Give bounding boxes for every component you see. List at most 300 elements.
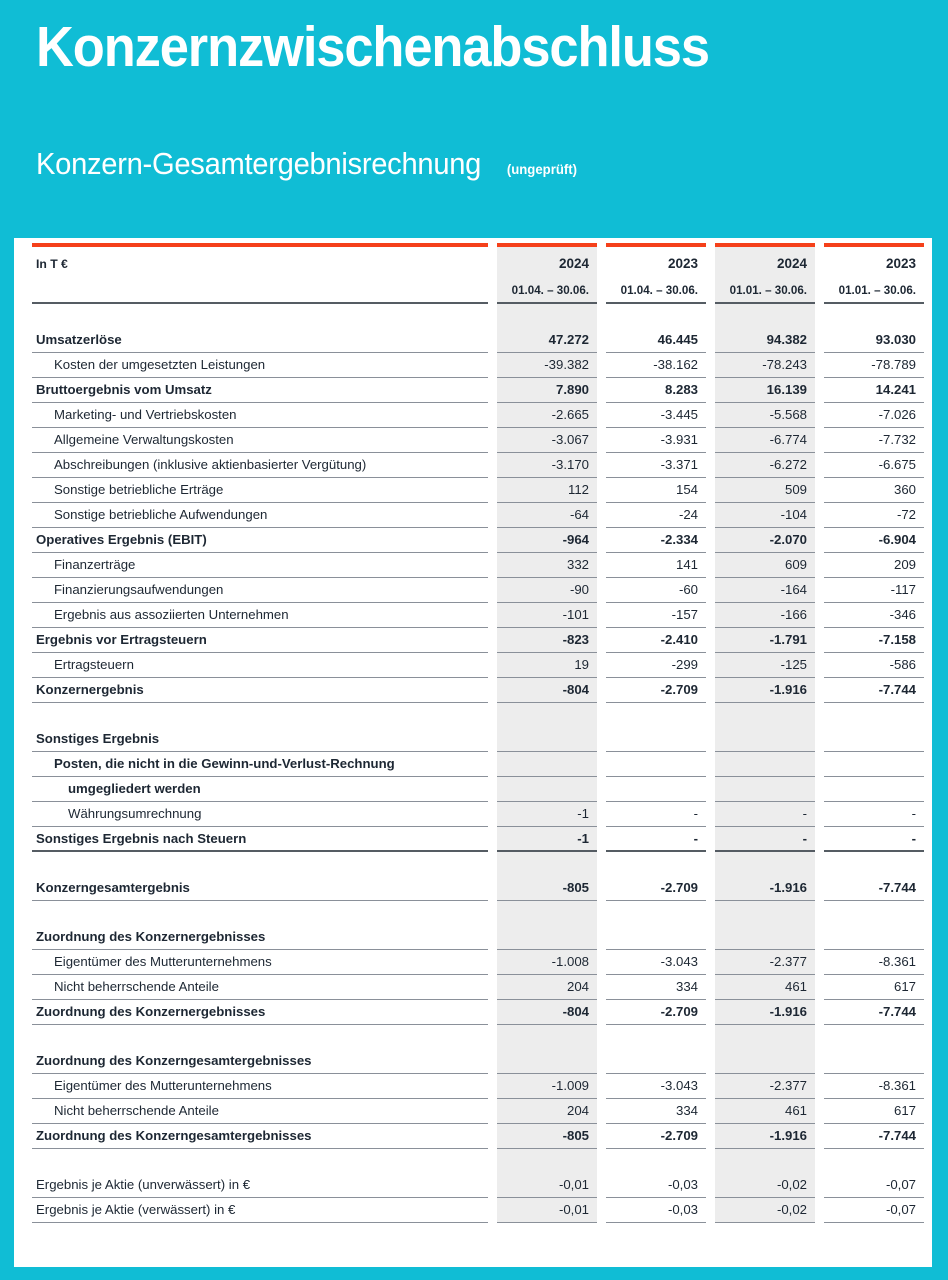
row-value-col-4: -6.675	[878, 458, 916, 473]
row-value-col-2: 334	[675, 1104, 698, 1119]
row-value-col-1: 204	[566, 1104, 589, 1119]
row-value-col-2: 8.283	[664, 383, 698, 398]
column-gap	[597, 1148, 606, 1172]
column-gap	[706, 352, 715, 377]
column-gap	[597, 801, 606, 826]
row-value-cell	[606, 527, 706, 552]
column-gap	[597, 303, 606, 327]
column-gap	[706, 238, 715, 247]
column-gap	[706, 477, 715, 502]
column-gap	[815, 402, 824, 427]
row-label: Nicht beherrschende Anteile	[54, 980, 219, 995]
row-value-cell	[606, 1073, 706, 1098]
row-value-col-2: -2.709	[660, 881, 698, 896]
row-label: Ertragsteuern	[54, 658, 134, 673]
row-value-col-4: -7.158	[878, 633, 916, 648]
row-label: Sonstige betriebliche Aufwendungen	[54, 508, 268, 523]
document-title: Konzernzwischenabschluss	[36, 15, 709, 79]
row-value-col-2: -2.709	[660, 1129, 698, 1144]
row-value-col-1	[497, 796, 597, 801]
row-value-col-3	[715, 771, 815, 776]
column-gap	[706, 751, 715, 776]
table-row	[32, 552, 924, 577]
column-gap	[597, 726, 606, 751]
row-value-col-2: -2.709	[660, 683, 698, 698]
row-value-cell	[606, 602, 706, 627]
column-gap	[597, 352, 606, 377]
table-row	[32, 974, 924, 999]
column-gap	[597, 327, 606, 352]
row-value-col-4: -7.744	[878, 683, 916, 698]
row-value-col-3: -1.916	[769, 881, 807, 896]
spacer-value-cell	[715, 1148, 815, 1172]
column-gap	[597, 247, 606, 275]
section-gap-row	[32, 851, 924, 875]
column-gap	[706, 452, 715, 477]
table-row	[32, 677, 924, 702]
row-value-col-1	[497, 944, 597, 949]
row-value-cell	[606, 1048, 706, 1073]
spacer-value-cell	[824, 702, 924, 726]
spacer-value-cell	[497, 1148, 597, 1172]
column-gap	[488, 577, 497, 602]
row-value-col-1	[497, 771, 597, 776]
column-year-4: 2023	[885, 256, 916, 271]
accent-cell	[715, 238, 815, 247]
column-gap	[706, 303, 715, 327]
column-gap	[488, 999, 497, 1024]
row-value-col-4: -0,07	[885, 1178, 916, 1193]
column-gap	[488, 776, 497, 801]
row-value-cell	[606, 502, 706, 527]
table-row	[32, 949, 924, 974]
column-gap	[706, 999, 715, 1024]
row-value-cell	[824, 974, 924, 999]
row-value-col-3: 461	[784, 1104, 807, 1119]
row-value-cell	[606, 974, 706, 999]
row-value-cell	[824, 527, 924, 552]
spacer-value-cell	[715, 303, 815, 327]
column-gap	[706, 1048, 715, 1073]
row-value-col-3	[715, 746, 815, 751]
row-value-col-1: -1	[577, 807, 589, 822]
column-year-3: 2024	[776, 256, 807, 271]
column-gap	[706, 1148, 715, 1172]
column-gap	[815, 477, 824, 502]
column-gap	[488, 452, 497, 477]
row-value-cell	[715, 552, 815, 577]
spacer-value-cell	[606, 702, 706, 726]
table-header-row-year	[32, 247, 924, 275]
column-gap	[488, 851, 497, 875]
row-label-cell	[32, 527, 488, 552]
statement-panel	[14, 238, 932, 1267]
row-value-cell	[497, 652, 597, 677]
row-value-cell	[606, 875, 706, 900]
row-value-cell	[606, 1123, 706, 1148]
row-value-col-4	[824, 796, 924, 801]
row-value-cell	[606, 1172, 706, 1197]
row-value-col-3: -166	[780, 608, 807, 623]
column-gap	[815, 602, 824, 627]
column-gap	[597, 851, 606, 875]
column-gap	[597, 427, 606, 452]
column-gap	[488, 402, 497, 427]
row-value-col-4	[824, 771, 924, 776]
column-year-2: 2023	[667, 256, 698, 271]
row-label: umgegliedert werden	[68, 782, 201, 797]
column-gap	[488, 527, 497, 552]
row-value-cell	[497, 1123, 597, 1148]
row-value-col-3: -0,02	[776, 1178, 807, 1193]
column-gap	[488, 726, 497, 751]
row-value-col-1: -804	[562, 683, 589, 698]
row-value-col-4: -72	[896, 508, 916, 523]
row-value-col-1	[497, 1068, 597, 1073]
column-gap	[815, 776, 824, 801]
section-gap-row	[32, 1148, 924, 1172]
row-value-cell	[606, 1197, 706, 1222]
column-gap	[815, 238, 824, 247]
row-value-col-3: -104	[780, 508, 807, 523]
row-value-cell	[606, 924, 706, 949]
column-gap	[815, 327, 824, 352]
column-gap	[706, 1123, 715, 1148]
column-gap	[488, 1197, 497, 1222]
column-gap	[706, 427, 715, 452]
row-value-cell	[715, 1048, 815, 1073]
row-value-col-3: -164	[780, 583, 807, 598]
row-label-cell	[32, 924, 488, 949]
row-value-cell	[824, 402, 924, 427]
accent-cell	[497, 238, 597, 247]
column-gap	[488, 900, 497, 924]
row-label-cell	[32, 677, 488, 702]
column-gap	[597, 502, 606, 527]
row-label-cell	[32, 502, 488, 527]
row-label-cell	[32, 974, 488, 999]
row-value-col-3: -1.916	[769, 683, 807, 698]
table-row	[32, 1123, 924, 1148]
column-gap	[706, 949, 715, 974]
column-gap	[815, 751, 824, 776]
statement-name: Konzern-Gesamtergebnisrechnung	[36, 145, 482, 181]
row-value-cell	[497, 477, 597, 502]
row-label: Ergebnis je Aktie (unverwässert) in €	[36, 1178, 251, 1193]
row-value-col-4: -7.744	[878, 1005, 916, 1020]
row-value-col-3: -6.774	[769, 433, 807, 448]
column-gap	[706, 851, 715, 875]
row-label-cell	[32, 1098, 488, 1123]
row-value-cell	[715, 627, 815, 652]
column-gap	[597, 1098, 606, 1123]
accent-bar-row	[32, 238, 924, 247]
row-label: Eigentümer des Mutterunternehmens	[54, 955, 272, 970]
row-value-col-3: -1.791	[769, 633, 807, 648]
row-value-cell	[715, 502, 815, 527]
column-gap	[597, 1073, 606, 1098]
row-value-cell	[715, 801, 815, 826]
table-row	[32, 377, 924, 402]
row-value-cell	[824, 427, 924, 452]
row-value-col-2: -60	[678, 583, 698, 598]
spacer-value-cell	[715, 702, 815, 726]
column-gap	[597, 924, 606, 949]
row-label-cell	[32, 477, 488, 502]
row-value-col-4: 93.030	[875, 333, 916, 348]
table-row	[32, 627, 924, 652]
row-value-col-3: -78.243	[762, 358, 807, 373]
row-value-cell	[715, 776, 815, 801]
row-label: Nicht beherrschende Anteile	[54, 1104, 219, 1119]
row-value-col-4: -8.361	[878, 1079, 916, 1094]
spacer-label-cell	[32, 851, 488, 875]
row-value-col-2: -299	[671, 658, 698, 673]
row-value-col-4: -7.026	[878, 408, 916, 423]
column-gap	[706, 826, 715, 851]
row-value-cell	[497, 949, 597, 974]
row-value-col-4: 360	[893, 483, 916, 498]
column-gap	[815, 502, 824, 527]
row-label: Bruttoergebnis vom Umsatz	[36, 383, 212, 398]
row-value-cell	[497, 1098, 597, 1123]
column-gap	[815, 377, 824, 402]
row-value-col-2	[606, 796, 706, 801]
row-value-cell	[606, 477, 706, 502]
row-label-cell	[32, 1073, 488, 1098]
row-value-col-4: -78.789	[871, 358, 916, 373]
row-value-cell	[497, 924, 597, 949]
column-gap	[488, 702, 497, 726]
row-value-cell	[606, 427, 706, 452]
row-value-col-4	[824, 746, 924, 751]
column-gap	[597, 974, 606, 999]
row-value-col-4: -346	[889, 608, 916, 623]
row-value-col-2: 334	[675, 980, 698, 995]
row-label: Ergebnis je Aktie (verwässert) in €	[36, 1203, 236, 1218]
column-gap	[488, 924, 497, 949]
row-label: Sonstiges Ergebnis nach Steuern	[36, 831, 247, 846]
row-value-cell	[715, 452, 815, 477]
row-value-cell	[715, 427, 815, 452]
spacer-value-cell	[497, 702, 597, 726]
accent-cell	[606, 238, 706, 247]
row-value-cell	[824, 452, 924, 477]
column-gap	[815, 900, 824, 924]
column-gap	[488, 1048, 497, 1073]
spacer-value-cell	[606, 303, 706, 327]
column-header-period-cell	[824, 275, 924, 303]
row-value-col-4: 14.241	[875, 383, 916, 398]
row-label: Währungsumrechnung	[68, 807, 202, 822]
row-value-cell	[715, 1123, 815, 1148]
row-value-cell	[606, 452, 706, 477]
row-value-cell	[606, 327, 706, 352]
row-value-cell	[497, 527, 597, 552]
row-value-col-1: 112	[567, 483, 589, 498]
row-value-cell	[715, 327, 815, 352]
row-value-col-4: -	[911, 807, 916, 822]
accent-cell-label	[32, 238, 488, 247]
column-gap	[597, 1048, 606, 1073]
row-value-cell	[715, 875, 815, 900]
column-gap	[706, 801, 715, 826]
column-gap	[706, 1197, 715, 1222]
accent-cell	[824, 238, 924, 247]
column-gap	[488, 477, 497, 502]
spacer-value-cell	[824, 900, 924, 924]
row-value-cell	[606, 751, 706, 776]
row-label-cell	[32, 577, 488, 602]
column-period-4: 01.01. – 30.06.	[838, 285, 916, 298]
row-value-cell	[497, 577, 597, 602]
row-value-cell	[824, 776, 924, 801]
row-value-col-2	[606, 1068, 706, 1073]
row-label: Ergebnis aus assoziierten Unternehmen	[54, 608, 289, 623]
column-gap	[815, 527, 824, 552]
row-label-cell	[32, 327, 488, 352]
row-value-col-3: -6.272	[769, 458, 807, 473]
row-value-cell	[606, 776, 706, 801]
column-gap	[706, 974, 715, 999]
row-value-cell	[824, 924, 924, 949]
row-label: Sonstiges Ergebnis	[36, 732, 160, 747]
row-value-cell	[715, 826, 815, 851]
row-label: Operatives Ergebnis (EBIT)	[36, 533, 207, 548]
row-value-col-2: -3.931	[660, 433, 698, 448]
row-value-cell	[824, 726, 924, 751]
row-value-cell	[715, 527, 815, 552]
column-gap	[815, 726, 824, 751]
column-header-period-cell	[715, 275, 815, 303]
row-value-cell	[606, 826, 706, 851]
row-value-col-4: -	[911, 831, 916, 846]
column-gap	[815, 652, 824, 677]
row-value-cell	[606, 402, 706, 427]
column-gap	[488, 1073, 497, 1098]
row-value-cell	[715, 577, 815, 602]
row-label-cell	[32, 402, 488, 427]
table-row	[32, 502, 924, 527]
row-value-col-4: -0,07	[885, 1203, 916, 1218]
row-value-col-3	[715, 1068, 815, 1073]
row-label: Sonstige betriebliche Erträge	[54, 483, 224, 498]
row-value-cell	[606, 352, 706, 377]
row-value-cell	[824, 949, 924, 974]
row-value-col-2	[606, 944, 706, 949]
row-value-cell	[715, 377, 815, 402]
row-value-col-1: -805	[562, 881, 589, 896]
column-gap	[706, 776, 715, 801]
row-value-cell	[497, 1172, 597, 1197]
row-value-cell	[824, 1172, 924, 1197]
row-label-cell	[32, 652, 488, 677]
row-label-cell	[32, 726, 488, 751]
column-gap	[597, 552, 606, 577]
table-row	[32, 602, 924, 627]
column-gap	[488, 974, 497, 999]
row-value-cell	[824, 652, 924, 677]
row-value-cell	[824, 502, 924, 527]
column-gap	[488, 427, 497, 452]
row-value-col-4: -7.744	[878, 1129, 916, 1144]
income-statement-table	[32, 238, 924, 1223]
column-gap	[706, 677, 715, 702]
row-value-cell	[497, 327, 597, 352]
column-gap	[815, 1024, 824, 1048]
column-gap	[597, 900, 606, 924]
column-period-2: 01.04. – 30.06.	[620, 285, 698, 298]
row-value-cell	[824, 577, 924, 602]
row-value-cell	[715, 1073, 815, 1098]
row-label: Finanzierungsaufwendungen	[54, 583, 224, 598]
column-gap	[488, 949, 497, 974]
column-gap	[706, 1024, 715, 1048]
row-label-cell	[32, 377, 488, 402]
table-row	[32, 452, 924, 477]
column-gap	[815, 1172, 824, 1197]
column-header-period-cell	[606, 275, 706, 303]
column-gap	[706, 652, 715, 677]
spacer-value-cell	[715, 900, 815, 924]
row-value-col-1: -90	[569, 583, 589, 598]
row-label: Marketing- und Vertriebskosten	[54, 408, 237, 423]
unit-label-cell	[32, 247, 488, 275]
table-row	[32, 999, 924, 1024]
column-gap	[706, 726, 715, 751]
column-gap	[597, 577, 606, 602]
row-value-col-4: -8.361	[878, 955, 916, 970]
row-value-cell	[497, 1048, 597, 1073]
row-value-cell	[824, 602, 924, 627]
table-row	[32, 726, 924, 751]
row-label: Zuordnung des Konzernergebnisses	[36, 930, 266, 945]
row-value-cell	[497, 726, 597, 751]
row-value-col-2	[606, 771, 706, 776]
row-value-cell	[497, 776, 597, 801]
row-value-col-1: 7.890	[555, 383, 589, 398]
row-value-cell	[824, 677, 924, 702]
row-label: Eigentümer des Mutterunternehmens	[54, 1079, 272, 1094]
column-gap	[815, 275, 824, 303]
column-gap	[815, 452, 824, 477]
column-gap	[815, 552, 824, 577]
row-value-cell	[715, 352, 815, 377]
column-gap	[597, 1024, 606, 1048]
column-gap	[815, 1073, 824, 1098]
column-period-1: 01.04. – 30.06.	[511, 285, 589, 298]
row-value-cell	[606, 801, 706, 826]
row-value-col-2: 46.445	[657, 333, 698, 348]
column-gap	[488, 552, 497, 577]
column-gap	[488, 602, 497, 627]
column-period-3: 01.01. – 30.06.	[729, 285, 807, 298]
row-value-col-1: 204	[566, 980, 589, 995]
row-value-col-3: 94.382	[766, 333, 807, 348]
table-row	[32, 477, 924, 502]
row-label-cell	[32, 826, 488, 851]
column-header-period-cell	[497, 275, 597, 303]
row-value-col-4: 617	[893, 1104, 916, 1119]
row-value-col-4	[824, 944, 924, 949]
document-subtitle-row	[36, 146, 912, 182]
row-label-cell	[32, 1123, 488, 1148]
row-value-col-3: -1.916	[769, 1129, 807, 1144]
row-value-col-3: -2.377	[769, 1079, 807, 1094]
column-gap	[706, 502, 715, 527]
row-value-col-4: 209	[893, 558, 916, 573]
column-gap	[815, 851, 824, 875]
